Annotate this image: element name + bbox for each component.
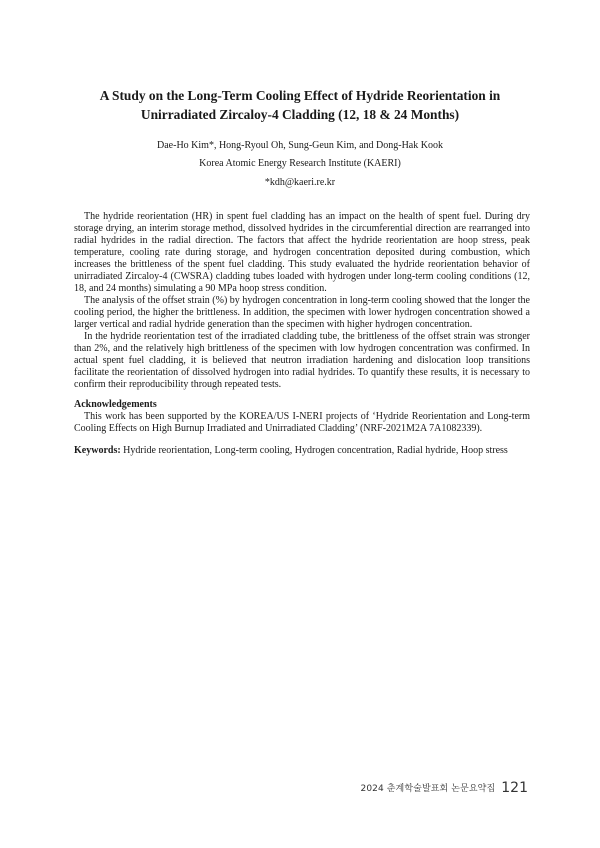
affiliation: Korea Atomic Energy Research Institute (KAERI)	[199, 158, 401, 169]
acknowledgements-heading: Acknowledgements	[74, 399, 157, 410]
keywords-section	[74, 445, 530, 457]
page-number: 121	[501, 780, 528, 796]
keywords-label: Keywords:	[74, 445, 121, 456]
author-list: Dae-Ho Kim*, Hong-Ryoul Oh, Sung-Geun Kim, and Dong-Hak Kook	[157, 140, 443, 151]
title-line-2: Unirradiated Zircaloy-4 Cladding (12, 18 & 24 Months)	[140, 107, 460, 122]
abstract-paragraph-1: The hydride reorientation (HR) in spent fuel cladding has an impact on the health of spent fuel. During dry storage drying, an interim storage method, dissolved hydrides in the circumferential direction are rearranged into radial hydrides in the radial direction. The factors that affect the hydride reorientation are hoop stress, peak temperature, cooling rate during storage, and hydrogen concentration deposited during combustion, which increases the brittleness of the spent fuel cladding. This study evaluated the hydride reorientation behavior of unirradiated Zircaloy-4 (CWSRA) cladding tubes loaded with hydrogen under long-term cooling conditions (12, 18, and 24 months) simulating a 90 MPa hoop stress condition.	[74, 211, 530, 294]
page-footer	[361, 776, 529, 796]
abstract-body	[74, 211, 530, 457]
corresponding-email: *kdh@kaeri.re.kr	[264, 177, 336, 188]
paper-title	[60, 86, 540, 124]
abstract-paragraph-2: The analysis of the offset strain (%) by hydrogen concentration in long-term cooling showed that the longer the cooling period, the higher the brittleness. In addition, the specimen with lower hydrogen concentration showed a larger vertical and radial hydride generation than the specimen with higher hydrogen concentration.	[74, 295, 530, 330]
title-line-1: A Study on the Long-Term Cooling Effect of Hydride Reorientation in	[99, 88, 501, 103]
abstract-paragraph-3: In the hydride reorientation test of the irradiated cladding tube, the brittleness of the offset strain was stronger than 2%, and the relatively high brittleness of the specimen with low hydrogen concentration was confirmed. In actual spent fuel cladding, it is believed that neutron irradiation hardening and dislocation loop transitions facilitate the reorientation of dissolved hydrogen into radial hydrides. To quantify these results, it is necessary to confirm their reproducibility through repeated tests.	[74, 331, 530, 390]
keywords-text: Hydride reorientation, Long-term cooling, Hydrogen concentration, Radial hydride, Hoop stress	[120, 445, 508, 456]
proceedings-label: 2024 춘계학술발표회 논문요약집	[360, 784, 496, 794]
acknowledgements-text: This work has been supported by the KOREA/US I-NERI projects of ‘Hydride Reorientation and Long-term Cooling Effects on High Burnup Irradiated and Unirradiated Cladding’ (NRF-2021M2A 7A1082339).	[74, 411, 530, 434]
